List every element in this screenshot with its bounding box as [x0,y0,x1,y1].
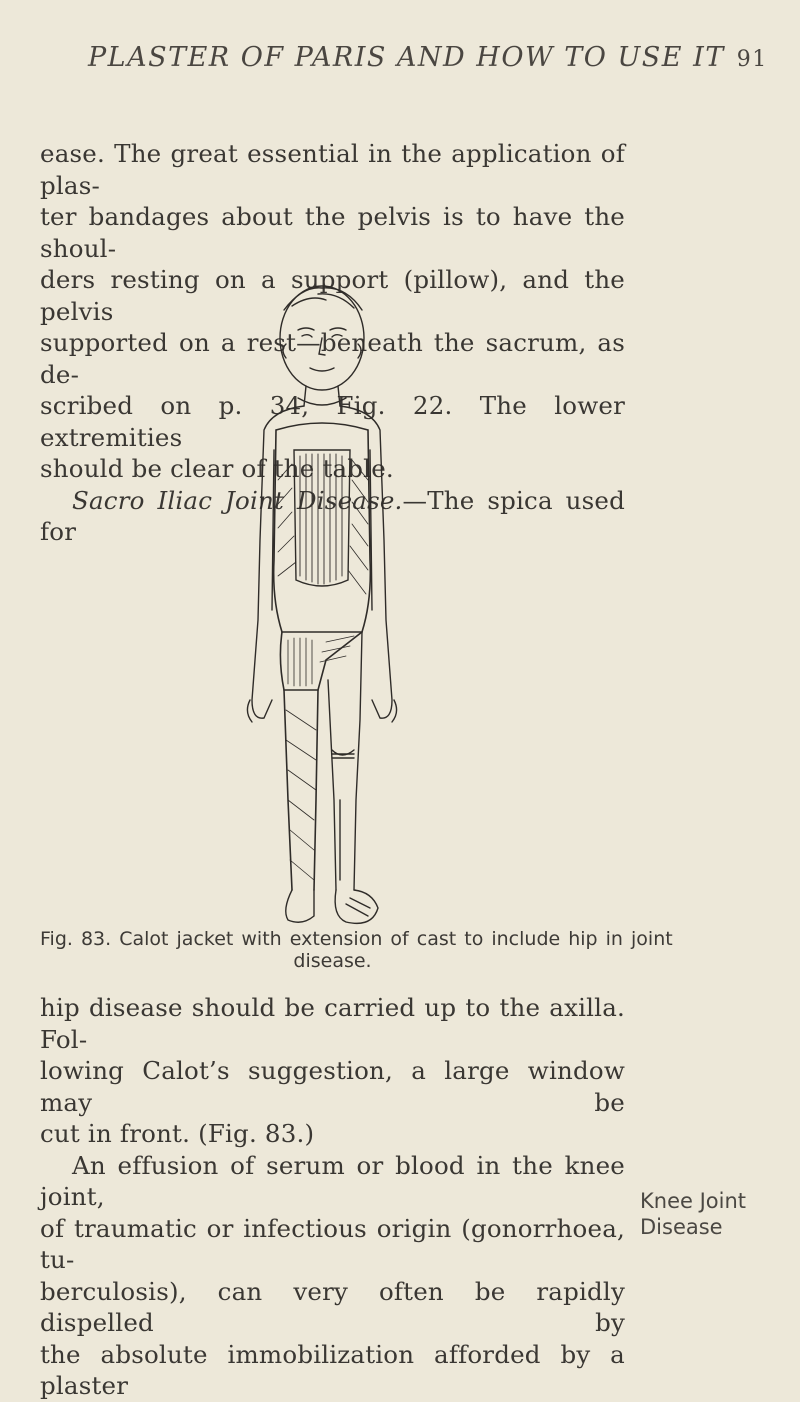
text-line: cut in front. (Fig. 83.) [40,1119,315,1148]
running-title: PLASTER OF PARIS AND HOW TO USE IT [88,42,725,73]
text-line: hip disease should be carried up to the axilla. Fol- [40,993,625,1054]
page-number: 91 [736,47,768,72]
text-line: should be clear of the table. [40,454,394,483]
text-line: supported on a rest—beneath the sacrum, as de- [40,328,625,389]
running-header [88,42,768,73]
sacro-iliac-text: —The spica used for [40,485,625,546]
calot-jacket-illustration [222,280,422,940]
margin-note-line: Disease [640,1215,723,1239]
bottom-text-block [40,992,625,1402]
caption-line: Fig. 83. Calot jacket with extension of cast to include hip in joint [40,928,673,950]
caption-line: disease. [293,950,372,972]
text-line: scribed on p. 34, Fig. 22. The lower extremities [40,391,625,452]
margin-note-line: Knee Joint [640,1189,747,1213]
text-line: the absolute immobilization afforded by a plaster [40,1339,625,1400]
text-line: ter bandages about the pelvis is to have the shoul- [40,202,625,263]
text-line: lowing Calot’s suggestion, a large window may be [40,1056,625,1117]
text-line: of traumatic or infectious origin (gonorrhoea, tu- [40,1213,625,1274]
text-line: An effusion of serum or blood in the knee joint, [40,1150,625,1211]
text-line: ders resting on a support (pillow), and the pelvis [40,265,625,326]
text-line: ease. The great essential in the application of plas- [40,139,625,200]
sacro-iliac-heading: Sacro Iliac Joint Disease. [72,485,403,515]
figure-caption [40,928,673,972]
margin-note [640,1188,790,1240]
text-line: berculosis), can very often be rapidly dispelled by [40,1276,625,1337]
